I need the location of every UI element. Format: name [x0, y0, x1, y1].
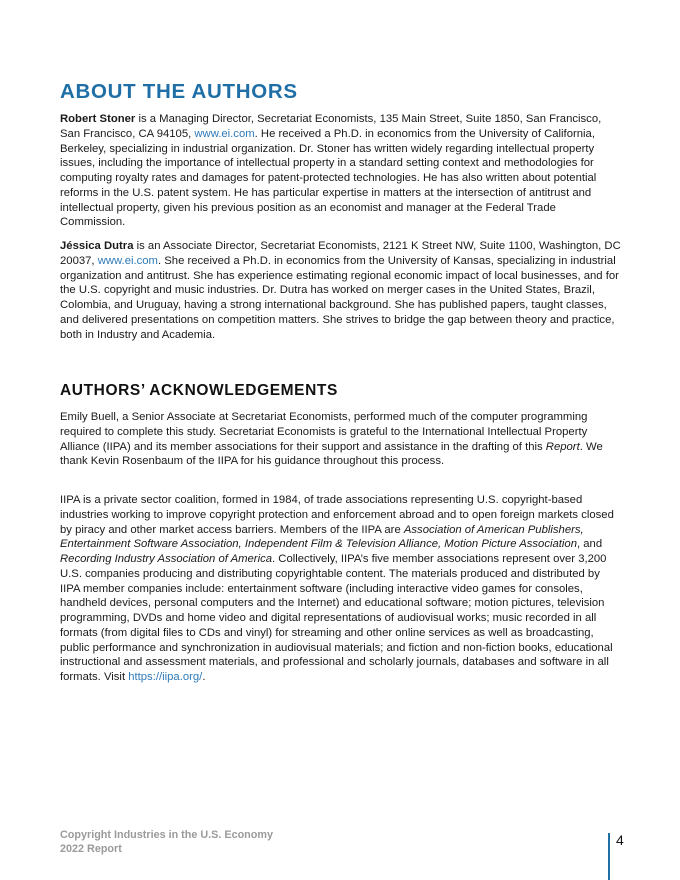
- ack-p2-text-b: . Collectively, IIPA’s five member associations represent over 3,200 U.S. companies producing and distributing copyrightable content. The materials produced and distributed by IIPA member companies include: entertainment software (including interactive video games for consoles, handheld devices, personal computers and the Internet) and educational software; motion pictures, television programming, DVDs and home video and digital representations of audiovisual works; music recorded in all formats (from digital files to CDs and vinyl) for streaming and other online services as well as broadcasting, public performance and synchronization in audiovisual materials; and fiction and non-fiction books, educational instructional and assessment materials, and professional and scholarly journals, databases and software in all formats. Visit: [60, 553, 613, 683]
- dutra-name: Jéssica Dutra: [60, 240, 134, 252]
- iipa-website-link[interactable]: https://iipa.org/: [128, 671, 203, 683]
- page-number: 4: [616, 832, 624, 848]
- ack-p1-report-italic: Report: [545, 440, 580, 453]
- ack-p2-last-member-italic: Recording Industry Association of America: [60, 553, 273, 565]
- stoner-bio-text-a: is a Managing Director, Secretariat Economists, 135 Main Street, Suite 1850, San Francisco, San Francisco, CA 94105,: [60, 113, 602, 140]
- acknowledgements-heading: AUTHORS’ ACKNOWLEDGEMENTS: [60, 382, 338, 399]
- ack-p2-members-italic: Association of American Publishers, Entertainment Software Association, Independent Film & Television Alliance, Motion Picture Association: [60, 523, 584, 551]
- ack-p1-text-a: Emily Buell, a Senior Associate at Secretariat Economists, performed much of the computer programming required to complete this study. Secretariat Economists is grateful to the International Intellectual Property Alliance (IIPA) and its member associations for their support and assistance in the drafting of this: [60, 411, 588, 453]
- page-footer: [60, 829, 273, 856]
- dutra-bio-text-b: . She received a Ph.D. in economics from the University of Kansas, specializing in industrial organization and antitrust. She has experience estimating regional economic impact of local businesses, and for the U.S. copyright and music industries. Dr. Dutra has worked on merger cases in the United States, Brazil, Colombia, and Uruguay, having a strong international background. She has published papers, taught classes, and delivered presentations on competition matters. She strives to bridge the gap between theory and practice, both in Industry and Academia.: [60, 254, 619, 341]
- footer-subtitle: 2022 Report: [60, 842, 122, 855]
- about-authors-heading: ABOUT THE AUTHORS: [60, 80, 298, 103]
- ack-p1-text-b: . We thank Kevin Rosenbaum of the IIPA for his guidance throughout this process.: [60, 440, 603, 468]
- dutra-bio-text-a: is an Associate Director, Secretariat Economists, 2121 K Street NW, Suite 1100, Washington, DC 20037,: [60, 240, 621, 267]
- ack-p2-text-a: IIPA is a private sector coalition, formed in 1984, of trade associations representing U.S. copyright-based industries working to improve copyright protection and enforcement abroad and to open foreign markets closed by piracy and other market access barriers. Members of the IIPA are: [60, 494, 614, 536]
- stoner-bio: [60, 112, 622, 230]
- stoner-bio-text-b: . He received a Ph.D. in economics from the University of California, Berkeley, specializing in industrial organization. Dr. Stoner has written widely regarding intellectual property issues, including the importance of intellectual property in a standard setting context and methodologies for computing royalty rates and damages for patent-protected technologies. He has also written about potential reforms in the U.S. patent system. He has particular expertise in matters at the intersection of antitrust and intellectual property, given his previous position as an economist and manager at the Federal Trade Commission.: [60, 127, 597, 229]
- ack-p2-text-c: .: [202, 671, 206, 683]
- ack-p2-text-and: , and: [577, 538, 603, 551]
- dutra-website-link[interactable]: www.ei.com: [97, 254, 158, 267]
- acknowledgements-paragraph-2: [60, 493, 622, 685]
- stoner-website-link[interactable]: www.ei.com: [194, 127, 255, 140]
- stoner-name: Robert Stoner: [60, 113, 136, 125]
- footer-title: Copyright Industries in the U.S. Economy: [60, 829, 273, 841]
- acknowledgements-paragraph-1: [60, 410, 622, 469]
- dutra-bio: [60, 239, 622, 342]
- page-number-divider: [608, 833, 610, 880]
